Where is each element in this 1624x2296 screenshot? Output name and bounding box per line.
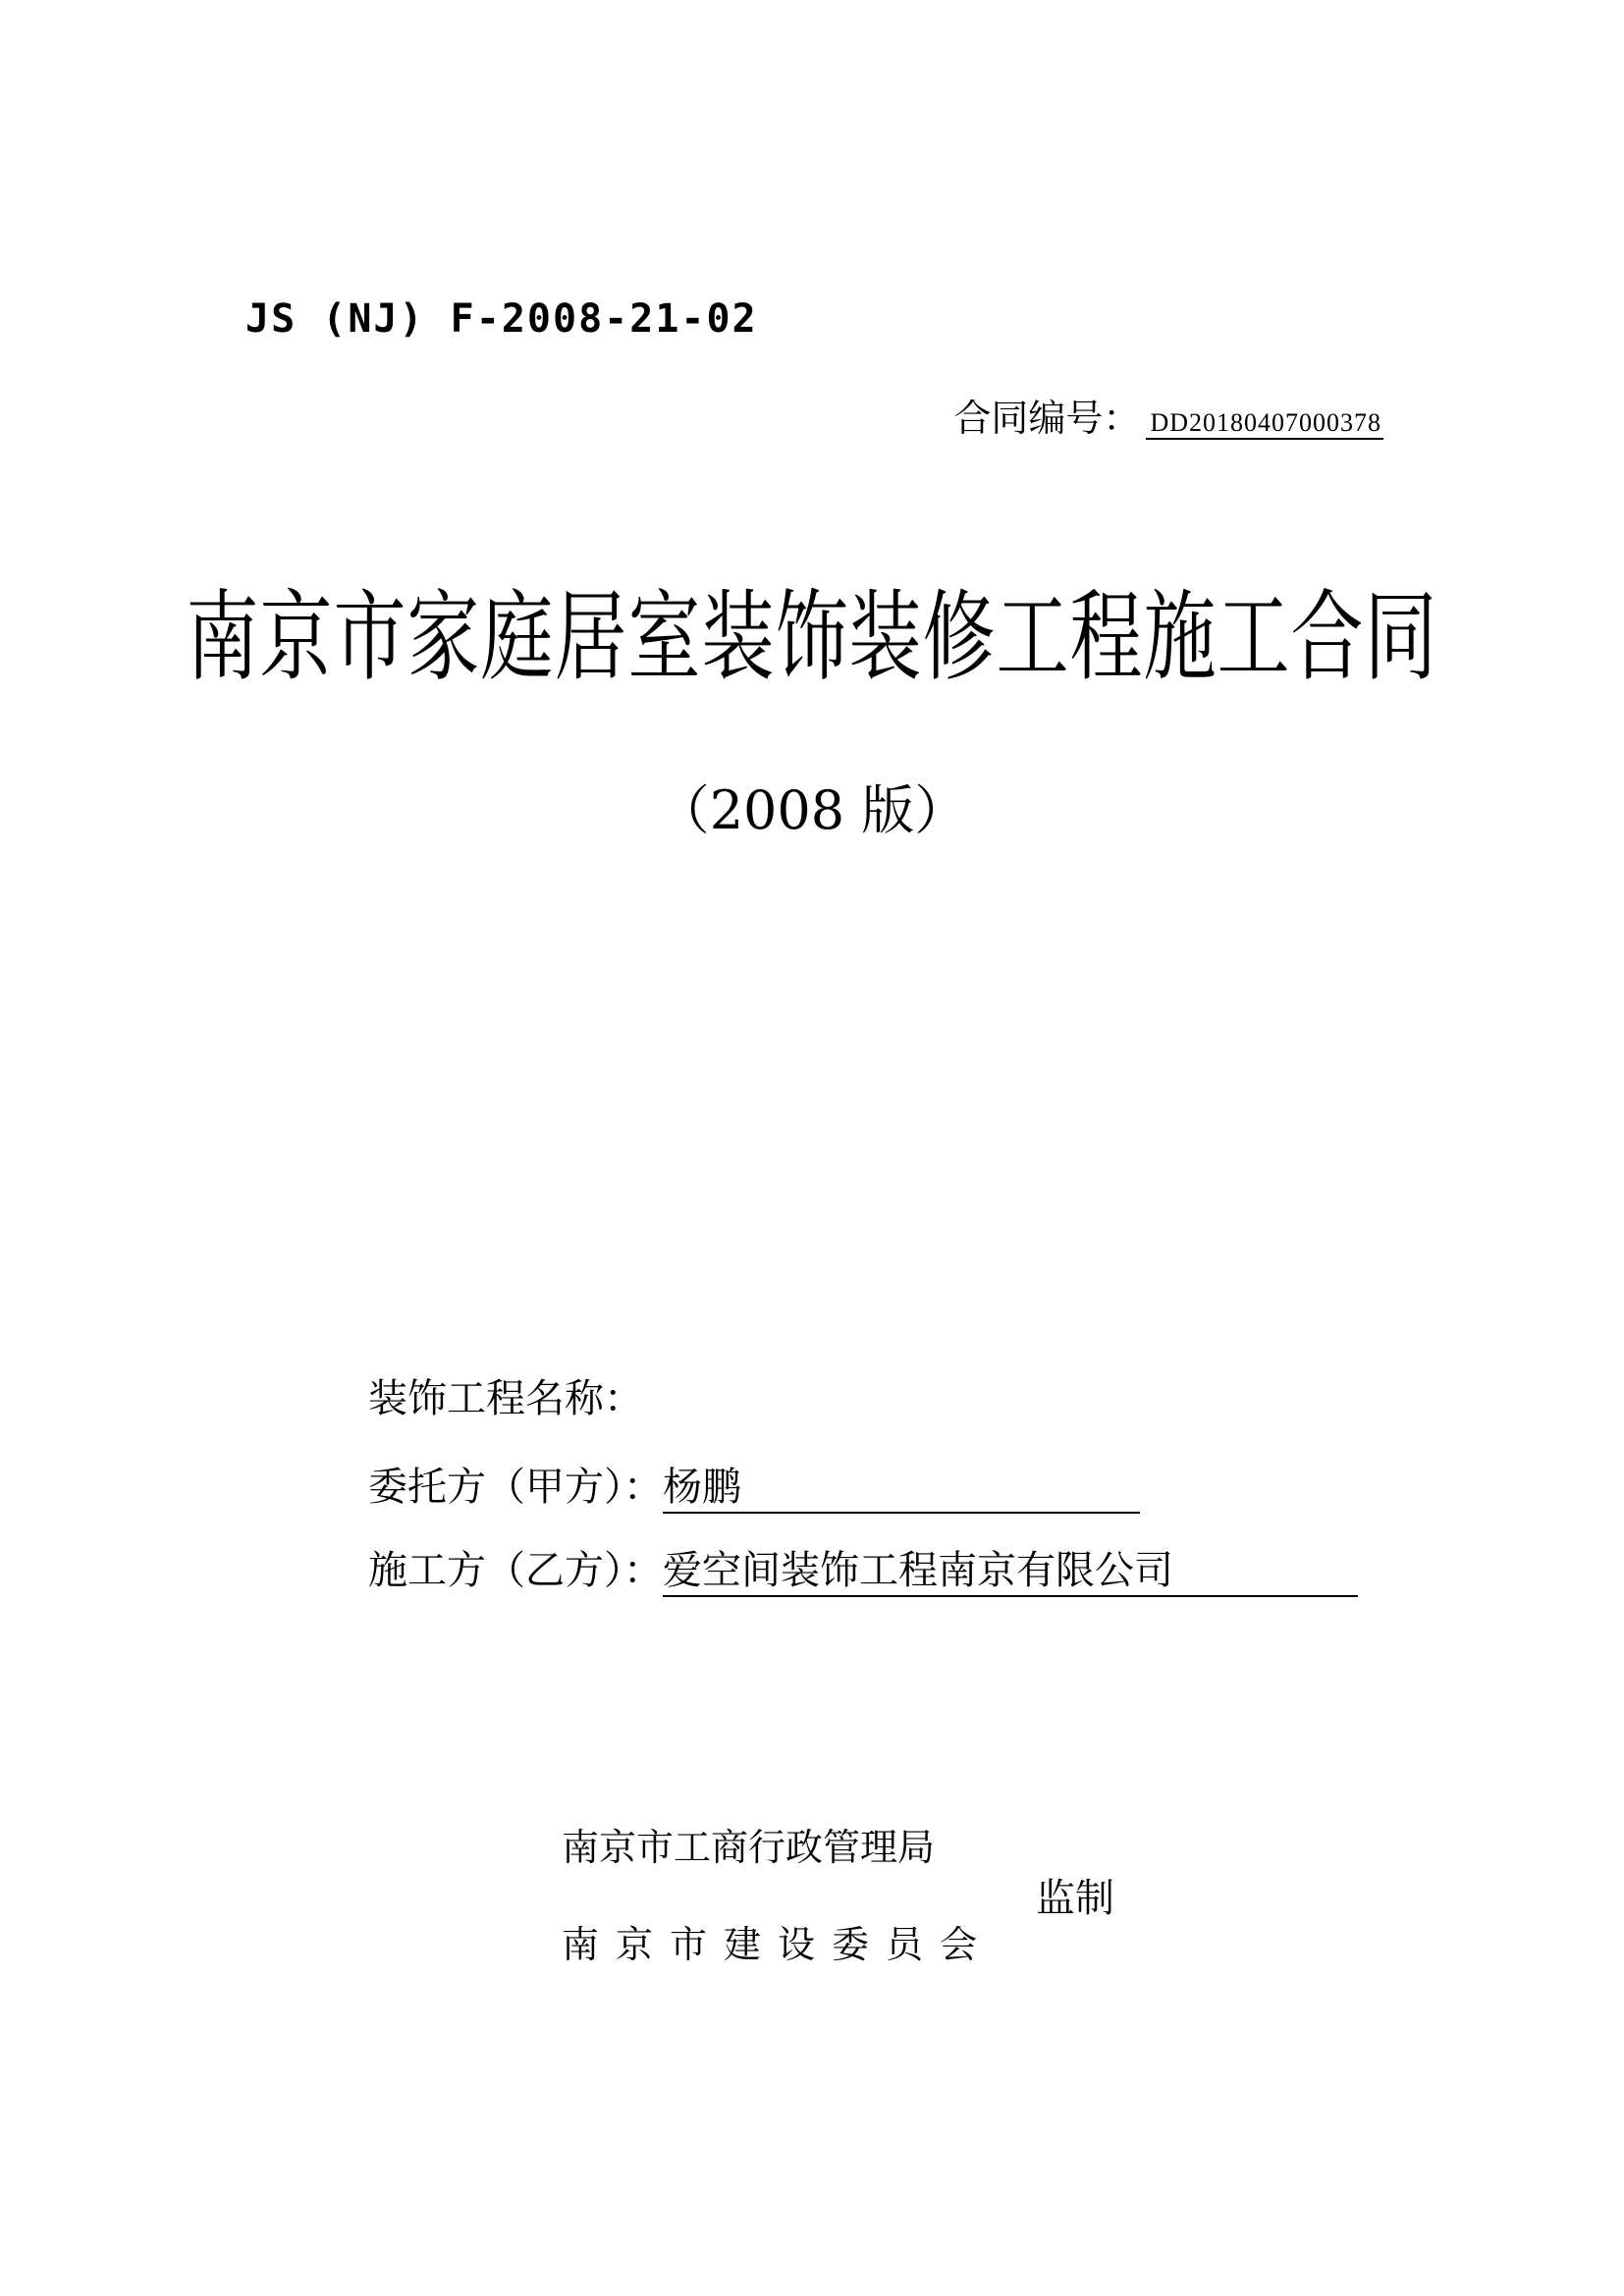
document-code: JS (NJ) F-2008-21-02 [245, 296, 758, 342]
contractor-label: 施工方（乙方）： [368, 1548, 663, 1593]
contract-number-label: 合同编号： [953, 397, 1141, 440]
client-label: 委托方（甲方）： [368, 1465, 663, 1510]
supervise-label: 监制 [1036, 1876, 1114, 1921]
project-name-field [368, 1367, 643, 1423]
client-value: 杨鹏 [663, 1456, 1140, 1514]
client-field [368, 1456, 1140, 1514]
project-name-label: 装饰工程名称： [368, 1376, 643, 1421]
contractor-field [368, 1539, 1358, 1597]
contract-number [953, 388, 1383, 442]
issuer-industry-commerce: 南京市工商行政管理局 [562, 1826, 936, 1869]
contract-number-value: DD20180407000378 [1146, 408, 1383, 440]
document-edition: （2008 版） [656, 779, 968, 841]
contractor-value: 爱空间装饰工程南京有限公司 [663, 1539, 1358, 1597]
issuer-construction-committee: 南京市建设委员会 [562, 1923, 995, 1966]
document-title: 南京市家庭居室装饰装修工程施工合同 [186, 580, 1438, 695]
